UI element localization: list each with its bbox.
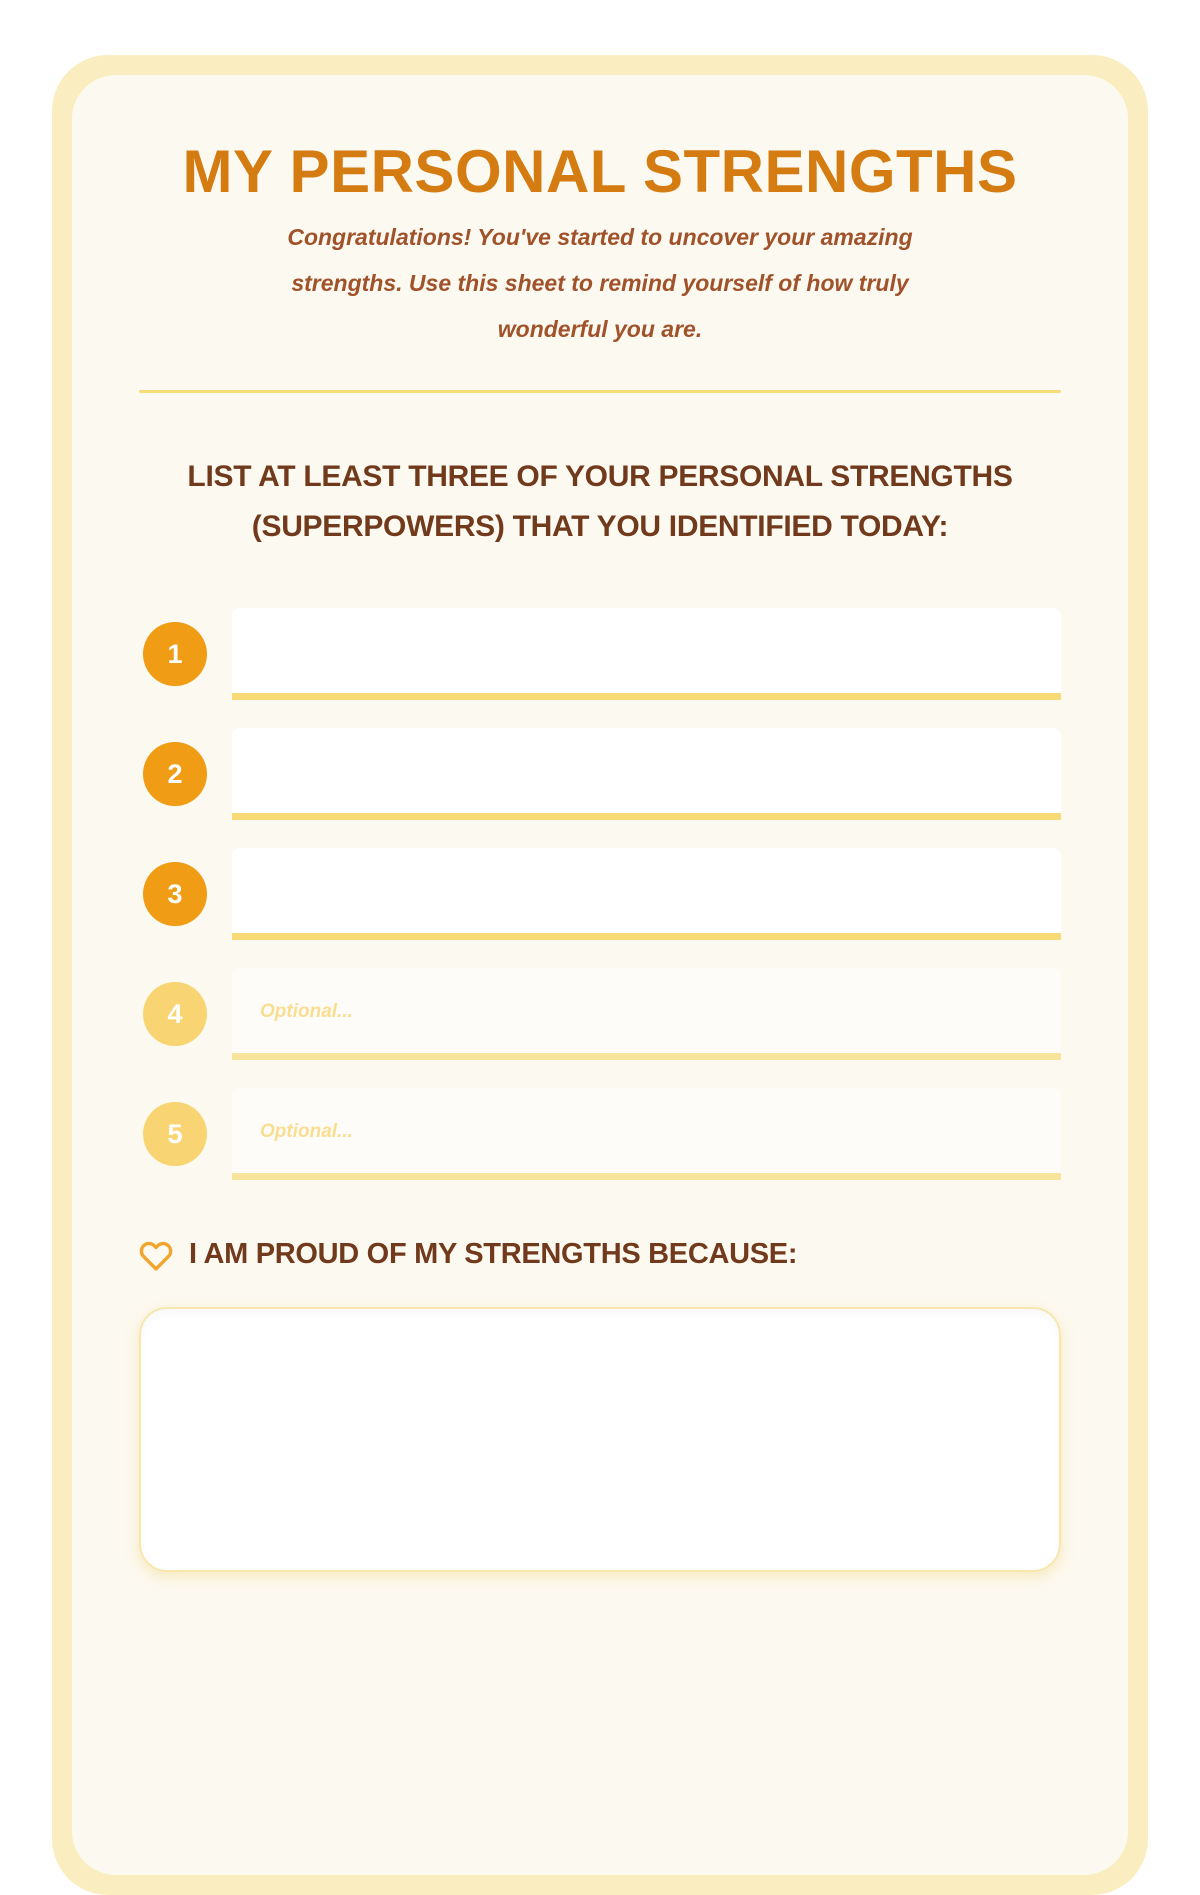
- strength-input-5[interactable]: [232, 1088, 1061, 1180]
- strengths-heading-line: (SUPERPOWERS) THAT YOU IDENTIFIED TODAY:: [251, 510, 949, 543]
- strength-row: [139, 848, 1061, 940]
- proud-heading: I AM PROUD OF MY STRENGTHS BECAUSE:: [189, 1237, 798, 1270]
- strengths-section-heading: [139, 452, 1061, 552]
- subtitle-line: wonderful you are.: [497, 316, 703, 342]
- strengths-heading-line: LIST AT LEAST THREE OF YOUR PERSONAL STRENGTHS: [187, 460, 1013, 493]
- strength-input-2[interactable]: [232, 728, 1061, 820]
- strength-number-badge-4: 4: [143, 982, 207, 1046]
- strength-input-1[interactable]: [232, 608, 1061, 700]
- worksheet-card-inner: [72, 75, 1128, 1875]
- strength-input-3[interactable]: [232, 848, 1061, 940]
- proud-heading-row: [139, 1232, 1061, 1276]
- worksheet-content: [139, 75, 1061, 1572]
- worksheet-card: [52, 55, 1148, 1895]
- strength-row: [139, 728, 1061, 820]
- strength-number-badge-2: 2: [143, 742, 207, 806]
- heart-icon: [139, 1240, 173, 1271]
- strength-row: [139, 1088, 1061, 1180]
- strengths-list: [139, 608, 1061, 1180]
- strength-row: [139, 968, 1061, 1060]
- divider: [139, 390, 1061, 393]
- strength-row: [139, 608, 1061, 700]
- subtitle-line: strengths. Use this sheet to remind yourself of how truly: [291, 270, 909, 296]
- strength-number-badge-5: 5: [143, 1102, 207, 1166]
- strength-number-badge-1: 1: [143, 622, 207, 686]
- subtitle-line: Congratulations! You've started to uncover your amazing: [287, 224, 913, 250]
- page-subtitle: [139, 214, 1061, 352]
- strength-input-4[interactable]: [232, 968, 1061, 1060]
- proud-textarea[interactable]: [139, 1307, 1061, 1572]
- page-title: MY PERSONAL STRENGTHS: [182, 138, 1018, 205]
- strength-number-badge-3: 3: [143, 862, 207, 926]
